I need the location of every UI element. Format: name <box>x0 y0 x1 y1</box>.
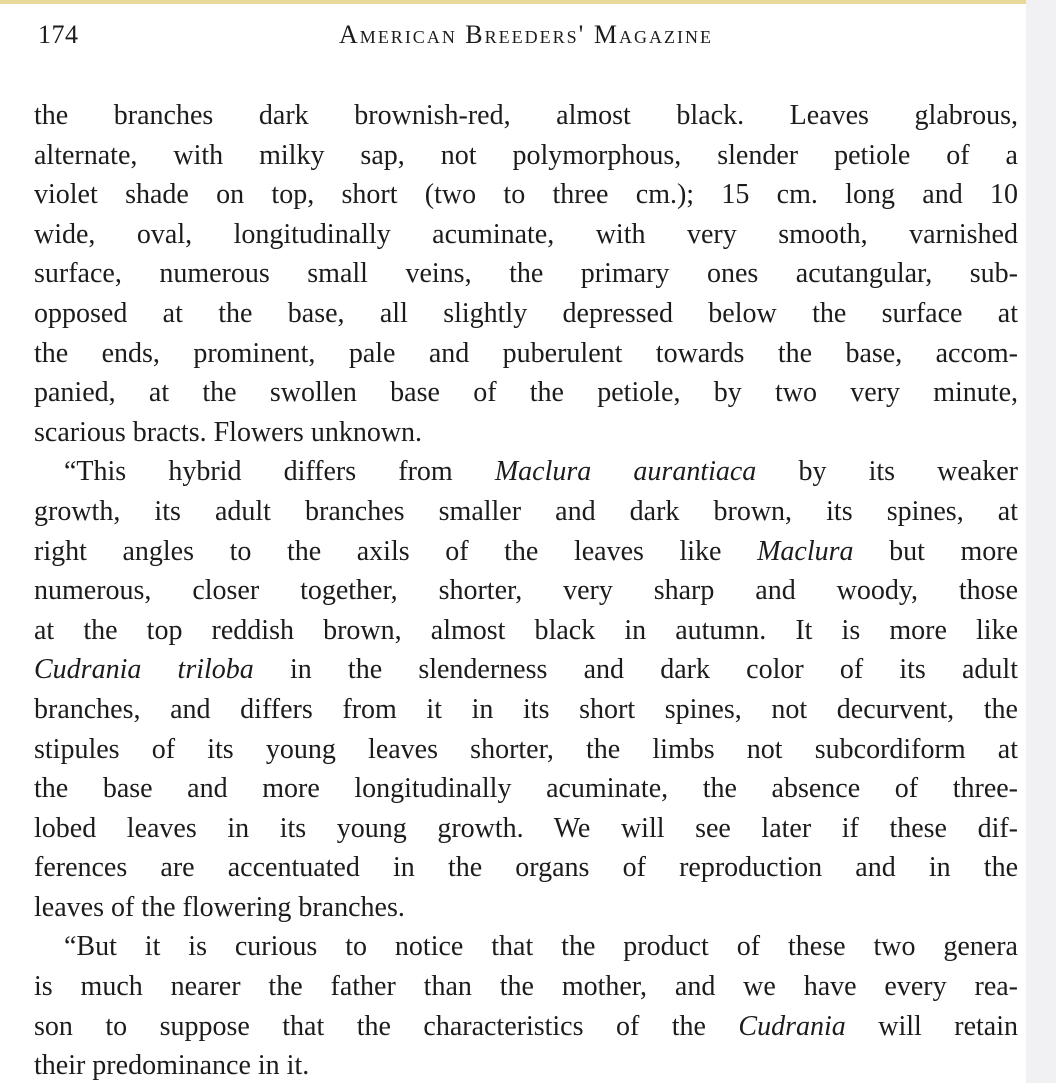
paragraph <box>34 452 1018 927</box>
text-run: “But it is curious to notice that the product of these two genera <box>64 931 1018 963</box>
running-head <box>34 14 1018 58</box>
text-line <box>34 215 1018 255</box>
text-run: leaves of the flowering branches. <box>34 891 405 923</box>
text-line <box>34 1007 1018 1047</box>
text-run: lobed leaves in its young growth. We will see later if these dif- <box>34 812 1018 844</box>
text-line <box>34 611 1018 651</box>
text-line <box>34 334 1018 374</box>
text-run: growth, its adult branches smaller and dark brown, its spines, at <box>34 495 1018 527</box>
text-run: numerous, closer together, shorter, very sharp and woody, those <box>34 575 1018 607</box>
body-text <box>34 96 1018 1086</box>
text-line <box>34 175 1018 215</box>
text-run: surface, numerous small veins, the primary ones acutangular, sub- <box>34 258 1018 290</box>
text-run: their predominance in it. <box>34 1050 310 1082</box>
text-run: branches, and differs from it in its short spines, not decurvent, the <box>34 693 1018 725</box>
text-line <box>34 888 1018 928</box>
italic-taxon-name: Maclura <box>757 535 854 567</box>
text-run: will retain <box>845 1010 1018 1042</box>
text-line <box>34 650 1018 690</box>
text-line <box>34 769 1018 809</box>
text-run: “This hybrid differs from <box>64 456 495 488</box>
text-line <box>34 848 1018 888</box>
italic-taxon-name: Cudrania <box>738 1010 846 1042</box>
text-run: stipules of its young leaves shorter, the limbs not subcordiform at <box>34 733 1018 765</box>
text-line <box>34 927 1018 967</box>
paragraph <box>34 96 1018 452</box>
text-line <box>34 373 1018 413</box>
text-line <box>34 492 1018 532</box>
text-line <box>34 136 1018 176</box>
text-run: the ends, prominent, pale and puberulent towards the base, accom- <box>34 337 1018 369</box>
text-line <box>34 571 1018 611</box>
text-run: the branches dark brownish-red, almost black. Leaves glabrous, <box>34 100 1018 131</box>
text-run: alternate, with milky sap, not polymorphous, slender petiole of a <box>34 139 1018 171</box>
right-margin-strip <box>1026 0 1056 1083</box>
italic-taxon-name: Cudrania triloba <box>34 654 254 686</box>
text-line <box>34 254 1018 294</box>
text-run: is much nearer the father than the mother, and we have every rea- <box>34 971 1018 1003</box>
text-line <box>34 1046 1018 1086</box>
text-run: scarious bracts. Flowers unknown. <box>34 416 423 448</box>
text-run: opposed at the base, all slightly depressed below the surface at <box>34 297 1018 329</box>
paragraph <box>34 927 1018 1085</box>
text-run: but more <box>853 535 1019 567</box>
page-number: 174 <box>38 20 79 49</box>
text-run: wide, oval, longitudinally acuminate, with very smooth, varnished <box>34 218 1018 250</box>
text-line <box>34 809 1018 849</box>
text-run: in the slenderness and dark color of its adult <box>253 654 1018 686</box>
text-run: at the top reddish brown, almost black in autumn. It is more like <box>34 614 1018 646</box>
text-run: son to suppose that the characteristics of the <box>34 1010 739 1042</box>
text-run: the base and more longitudinally acuminate, the absence of three- <box>34 773 1018 805</box>
text-run: right angles to the axils of the leaves like <box>34 535 758 567</box>
text-line <box>34 967 1018 1007</box>
text-line <box>34 294 1018 334</box>
text-line <box>34 413 1018 453</box>
book-page <box>34 14 1018 1086</box>
text-run: panied, at the swollen base of the petiole, by two very minute, <box>34 377 1018 409</box>
text-line <box>34 532 1018 572</box>
text-line <box>34 730 1018 770</box>
text-line <box>34 96 1018 136</box>
text-run: by its weaker <box>756 456 1018 488</box>
italic-taxon-name: Maclura aurantiaca <box>494 456 757 488</box>
text-run: violet shade on top, short (two to three cm.); 15 cm. long and 10 <box>34 179 1018 211</box>
text-run: ferences are accentuated in the organs of reproduction and in the <box>34 852 1018 884</box>
top-edge-rule <box>0 0 1056 4</box>
journal-title: American Breeders' Magazine <box>339 20 713 49</box>
text-line <box>34 690 1018 730</box>
text-line <box>34 452 1018 492</box>
